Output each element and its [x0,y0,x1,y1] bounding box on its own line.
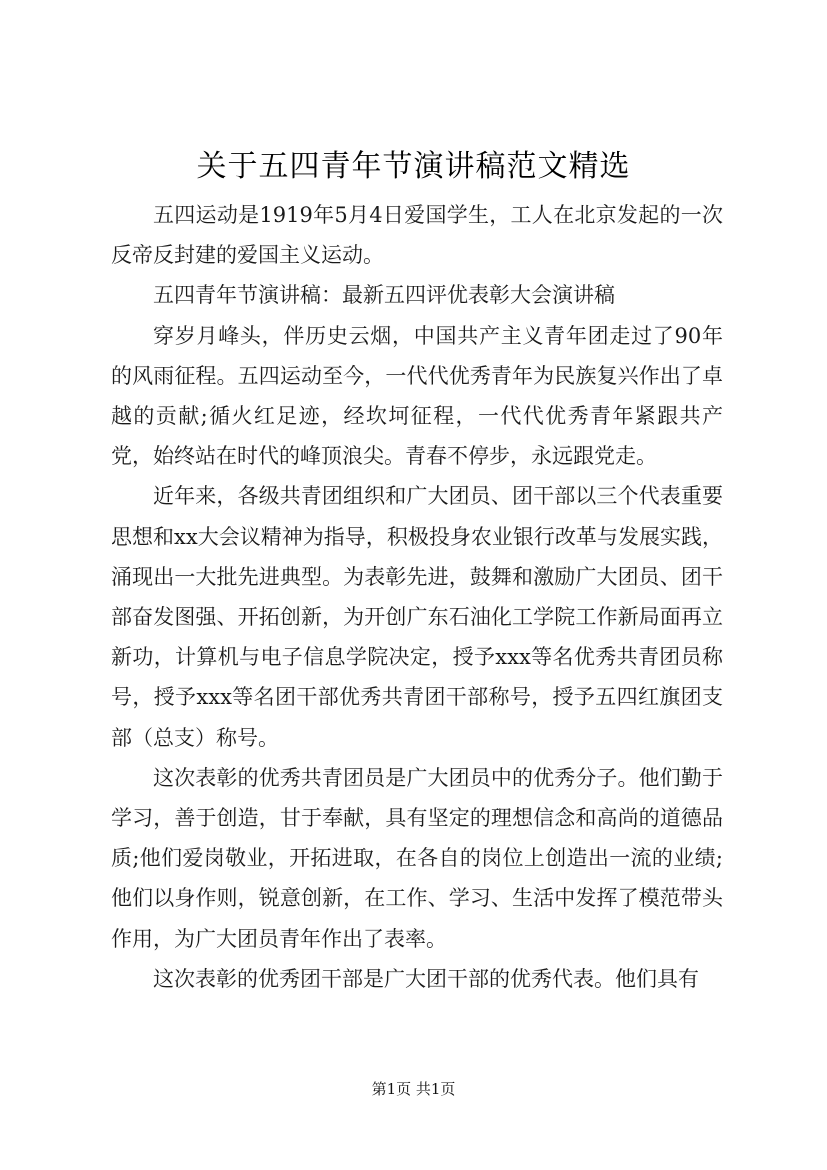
paragraph-1: 五四运动是1919年5月4日爱国学生，工人在北京发起的一次反帝反封建的爱国主义运动。 [111,203,723,268]
document-body [111,195,723,999]
document-title: 关于五四青年节演讲稿范文精选 [196,149,631,184]
paragraph-4: 近年来，各级共青团组织和广大团员、团干部以三个代表重要思想和xx大会议精神为指导，积极投身农业银行改革与发展实践，涌现出一大批先进典型。为表彰先进，鼓舞和激励广大团员、团干部奋发图强、开拓创新，为开创广东石油化工学院工作新局面再立新功，计算机与电子信息学院决定，授予xxx等名优秀共青团员称号，授予xxx等名团干部优秀共青团干部称号，授予五四红旗团支部（总支）称号。 [111,484,723,750]
paragraph-2: 五四青年节演讲稿：最新五四评优表彰大会演讲稿 [153,283,615,308]
page-footer: 第1页 共1页 [371,1080,456,1098]
paragraph-6: 这次表彰的优秀团干部是广大团干部的优秀代表。他们具有 [153,966,699,991]
paragraph-3: 穿岁月峰头，伴历史云烟，中国共产主义青年团走过了90年的风雨征程。五四运动至今，一代代优秀青年为民族复兴作出了卓越的贡献;循火红足迹，经坎坷征程，一代代优秀青年紧跟共产党，始终站在时代的峰顶浪尖。青春不停步，永远跟党走。 [111,323,723,469]
paragraph-5: 这次表彰的优秀共青团员是广大团员中的优秀分子。他们勤于学习，善于创造，甘于奉献，具有坚定的理想信念和高尚的道德品质;他们爱岗敬业，开拓进取，在各自的岗位上创造出一流的业绩;他们以身作则，锐意创新，在工作、学习、生活中发挥了模范带头作用，为广大团员青年作出了表率。 [111,765,723,951]
